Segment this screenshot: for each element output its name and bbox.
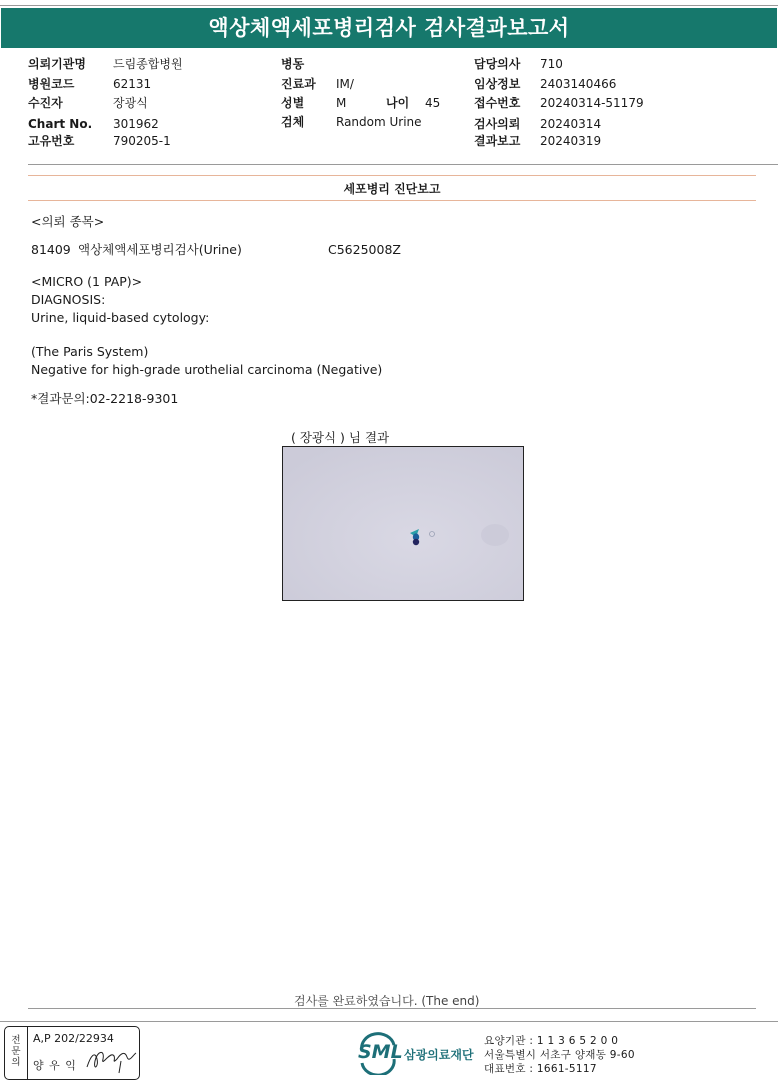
micro-heading: <MICRO (1 PAP)> xyxy=(31,274,143,289)
label-ward: 병동 xyxy=(281,57,305,71)
label-report-date: 결과보고 xyxy=(474,134,521,148)
value-clinical-info: 2403140466 xyxy=(540,77,617,91)
label-physician: 담당의사 xyxy=(474,57,521,71)
header-divider xyxy=(28,164,778,165)
footer-rule-1 xyxy=(28,1008,756,1009)
value-report-date: 20240319 xyxy=(540,134,602,148)
request-code: 81409 xyxy=(31,242,71,257)
section-rule-top xyxy=(28,175,756,176)
label-institution: 의뢰기관명 xyxy=(28,57,86,71)
value-receipt-no: 20240314-51179 xyxy=(540,96,644,110)
request-heading: <의뢰 종목> xyxy=(31,214,105,229)
label-receipt-no: 접수번호 xyxy=(474,96,521,110)
value-patient: 장광식 xyxy=(113,96,148,110)
value-institution: 드림종합병원 xyxy=(113,57,183,71)
value-department: IM/ xyxy=(336,77,354,91)
value-hospital-code: 62131 xyxy=(113,77,152,91)
org-name: 삼광의료재단 xyxy=(404,1048,474,1062)
value-physician: 710 xyxy=(540,57,563,71)
request-name: 액상체액세포병리검사(Urine) xyxy=(78,242,242,257)
label-age: 나이 xyxy=(386,96,410,110)
paris-system: (The Paris System) xyxy=(31,344,149,359)
signature xyxy=(81,1041,139,1075)
address-line-2: 서울특별시 서초구 양재동 9-60 xyxy=(484,1049,635,1061)
value-request-date: 20240314 xyxy=(540,117,602,131)
label-chart-no: Chart No. xyxy=(28,117,93,131)
footer-rule-2 xyxy=(0,1021,778,1022)
stamp-license: A,P 202/22934 xyxy=(33,1032,114,1045)
diagnosis-result: Negative for high-grade urothelial carcinoma (Negative) xyxy=(31,362,383,377)
value-unique-no: 790205-1 xyxy=(113,134,171,148)
label-sex: 성별 xyxy=(281,96,305,110)
label-specimen: 검체 xyxy=(281,115,305,129)
value-specimen: Random Urine xyxy=(336,115,422,129)
label-patient: 수진자 xyxy=(28,96,63,110)
value-chart-no: 301962 xyxy=(113,117,159,131)
end-text: 검사를 완료하였습니다. (The end) xyxy=(294,994,480,1008)
label-clinical-info: 임상정보 xyxy=(474,77,521,91)
label-department: 진료과 xyxy=(281,77,316,91)
value-age: 45 xyxy=(425,96,441,110)
image-caption: ( 장광식 ) 님 결과 xyxy=(291,430,390,445)
label-unique-no: 고유번호 xyxy=(28,134,75,148)
report-title: 액상체액세포병리검사 검사결과보고서 xyxy=(1,8,777,48)
request-order-code: C5625008Z xyxy=(328,242,401,257)
logo-text: SML xyxy=(358,1041,403,1063)
stamp-side-label: 전 문 의 xyxy=(5,1027,28,1079)
specialist-stamp xyxy=(4,1026,140,1080)
contact-line: *결과문의:02-2218-9301 xyxy=(31,391,179,406)
stamp-name: 양 우 익 xyxy=(33,1059,77,1072)
cytology-cell-graphic xyxy=(283,447,523,600)
diagnosis-label: DIAGNOSIS: xyxy=(31,292,106,307)
address-line-1: 요양기관 : 1 1 3 6 5 2 0 0 xyxy=(484,1035,619,1047)
address-line-3: 대표번호 : 1661-5117 xyxy=(484,1063,597,1075)
section-title: 세포병리 진단보고 xyxy=(343,182,441,196)
specimen-line: Urine, liquid-based cytology: xyxy=(31,310,210,325)
label-hospital-code: 병원코드 xyxy=(28,77,75,91)
cytology-image xyxy=(282,446,524,601)
section-rule-bottom xyxy=(28,200,756,201)
value-sex: M xyxy=(336,96,347,110)
top-rule xyxy=(0,5,778,6)
label-request-date: 검사의뢰 xyxy=(474,117,521,131)
